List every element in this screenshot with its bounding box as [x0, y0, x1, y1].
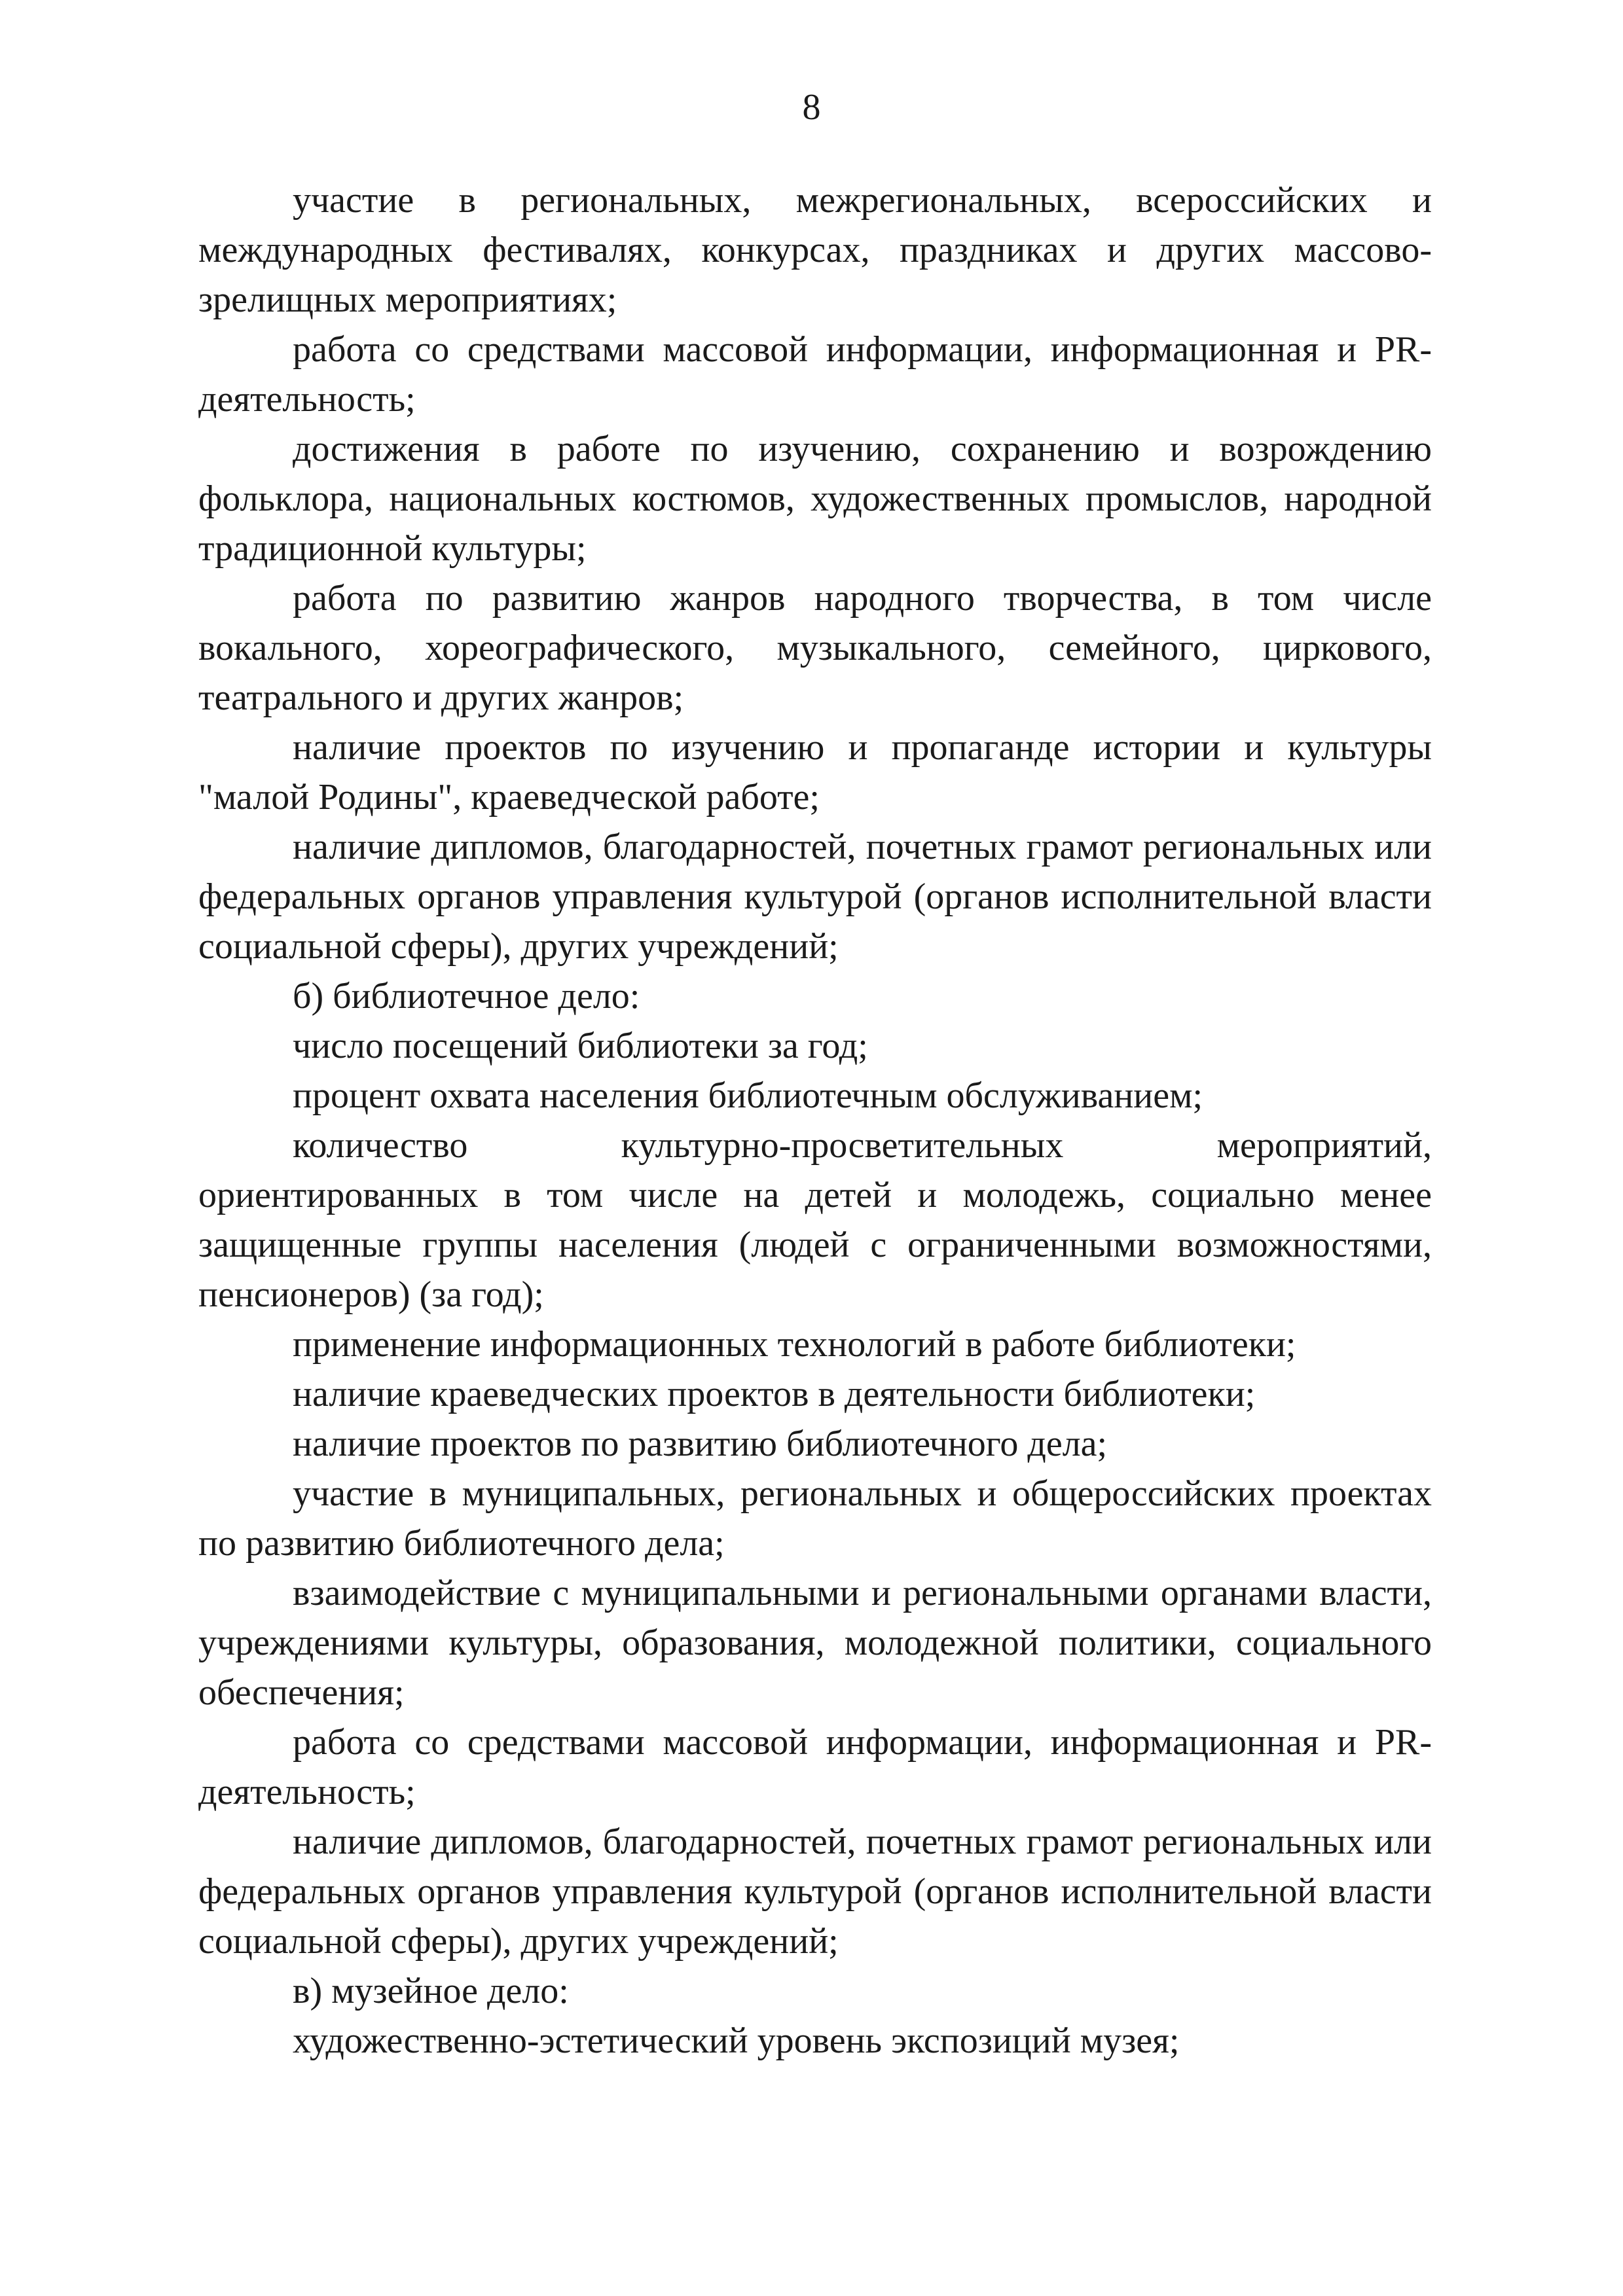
- paragraph: участие в региональных, межрегиональных, всероссийских и международных фестивалях, конкурсах, праздниках и других массово-зрелищных мероприятиях;: [198, 180, 1432, 320]
- paragraph: достижения в работе по изучению, сохранению и возрождению фольклора, национальных костюмов, художественных промыслов, народной традиционной культуры;: [198, 429, 1432, 569]
- paragraph-section-heading: б) библиотечное дело:: [293, 976, 640, 1016]
- paragraph: количество культурно-просветительных мероприятий, ориентированных в том числе на детей и молодежь, социально менее защищенные группы населения (людей с ограниченными возможностями, пенсионеров) (за год);: [198, 1125, 1432, 1315]
- page-number: 8: [802, 87, 821, 128]
- paragraph: участие в муниципальных, региональных и общероссийских проектах по развитию библиотечного дела;: [198, 1473, 1432, 1564]
- paragraph: наличие дипломов, благодарностей, почетных грамот региональных или федеральных органов управления культурой (органов исполнительной власти социальной сферы), других учреждений;: [198, 827, 1432, 967]
- paragraph: работа со средствами массовой информации, информационная и PR-деятельность;: [198, 1722, 1432, 1812]
- paragraph: работа по развитию жанров народного творчества, в том числе вокального, хореографического, музыкального, семейного, циркового, театрального и других жанров;: [198, 578, 1432, 718]
- paragraph: взаимодействие с муниципальными и региональными органами власти, учреждениями культуры, образования, молодежной политики, социального обеспечения;: [198, 1573, 1432, 1713]
- paragraph: наличие проектов по развитию библиотечного дела;: [293, 1424, 1108, 1464]
- paragraph: наличие дипломов, благодарностей, почетных грамот региональных или федеральных органов управления культурой (органов исполнительной власти социальной сферы), других учреждений;: [198, 1821, 1432, 1962]
- paragraph: работа со средствами массовой информации, информационная и PR-деятельность;: [198, 329, 1432, 420]
- paragraph: число посещений библиотеки за год;: [293, 1026, 868, 1066]
- paragraph: применение информационных технологий в работе библиотеки;: [293, 1324, 1296, 1365]
- paragraph: наличие проектов по изучению и пропаганде истории и культуры "малой Родины", краеведческой работе;: [198, 727, 1432, 817]
- paragraph: художественно-эстетический уровень экспозиций музея;: [293, 2020, 1180, 2061]
- document-body: [198, 175, 1432, 2066]
- paragraph: процент охвата населения библиотечным обслуживанием;: [293, 1075, 1203, 1116]
- paragraph-section-heading: в) музейное дело:: [293, 1971, 569, 2011]
- paragraph: наличие краеведческих проектов в деятельности библиотеки;: [293, 1374, 1256, 1414]
